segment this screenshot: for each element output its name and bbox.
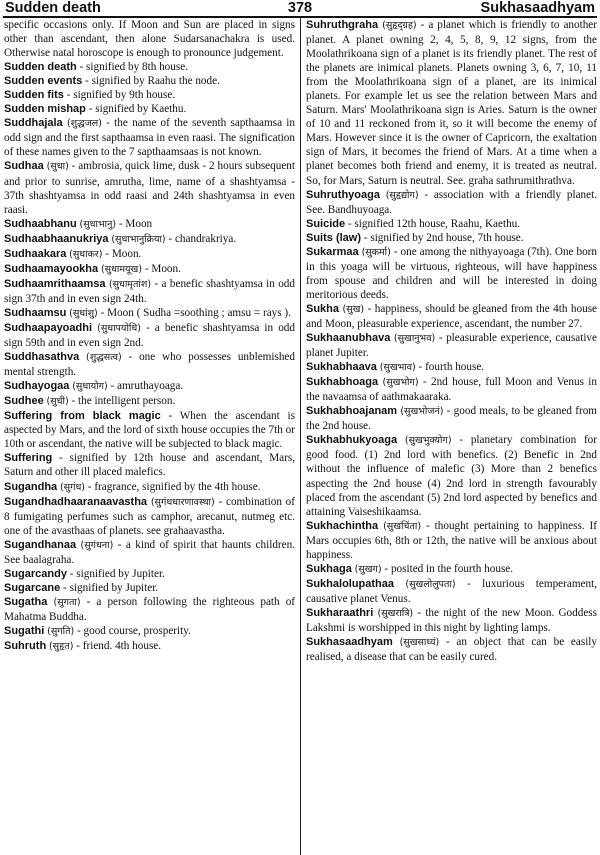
entry-term: Suffering <box>4 452 53 465</box>
entry-term: Sukhabhoaga <box>306 376 379 389</box>
entry-definition: - signified 12th house, Raahu, Kaethu. <box>345 217 521 230</box>
entry-term: Sugandhanaa <box>4 538 77 551</box>
entry-term: Suicide <box>306 217 346 230</box>
dictionary-entry <box>4 159 295 216</box>
entry-term: Suffering from black magic <box>4 410 161 423</box>
entry-definition: - planetary combination for good food. (1) 2nd lord with benefics. (2) Benefic in 2nd without the influence of malefic (3) More than 2 benefics aspecting the 2nd house (4) 2nd lord in strength favourably placed from the ascendant (5) 2nd lord aspected by benefics and attaining Vaiseshikaamsa. <box>306 434 597 518</box>
entry-term: Sudhaakara <box>4 247 67 260</box>
column-divider <box>300 18 301 855</box>
entry-term: Sudden mishap <box>4 103 86 116</box>
entry-term: Sugandha <box>4 480 58 493</box>
dictionary-entry <box>4 538 295 567</box>
dictionary-entry <box>306 331 597 360</box>
header-first-entry: Sudden death <box>5 0 101 16</box>
dictionary-entry <box>306 375 597 404</box>
entry-definition: - the intelligent person. <box>68 395 176 408</box>
dictionary-entry <box>306 217 597 231</box>
entry-devanagari: (सुहृद्योग) <box>385 189 419 201</box>
dictionary-entry <box>4 321 295 350</box>
dictionary-entry <box>306 404 597 433</box>
dictionary-entry <box>4 74 295 88</box>
left-column <box>4 18 295 855</box>
dictionary-entry <box>4 262 295 277</box>
entry-term: Sudhayogaa <box>4 380 70 393</box>
entry-definition: - signified by 8th house. <box>76 61 188 74</box>
entry-term: Suhruthyoaga <box>306 188 380 201</box>
entry-definition: - fourth house. <box>415 361 485 374</box>
page-header <box>3 0 597 16</box>
entry-definition: - Moon. <box>142 262 181 275</box>
dictionary-entry <box>306 231 597 245</box>
entry-term: Suhruthgraha <box>306 19 379 31</box>
dictionary-entry <box>4 217 295 232</box>
entry-term: Sugandhadhaaranaavastha <box>4 495 148 508</box>
entry-devanagari: (सुधाभानु) <box>79 218 117 230</box>
entry-devanagari: (सुखचिंता) <box>383 520 422 532</box>
entry-definition: - chandrakriya. <box>165 232 237 245</box>
dictionary-entry <box>306 188 597 217</box>
dictionary-entry <box>4 306 295 321</box>
entry-devanagari: (सुखरात्रि) <box>377 607 414 619</box>
entry-term: Sudden events <box>4 75 83 88</box>
entry-definition: - an object that can be easily realised, a disease that can be easily cured. <box>306 636 597 664</box>
entry-definition: - a planet which is friendly to another planet. A planet owning 2, 4, 5, 8, 9, 12 signs, from the Moolathrikoana sign of a planet is its friendly planet. The rest of the planets are inimical planets. Planets owning 3, 6, 7, 10, 11 from the Moolathrikoana sign of a planet, are its inimical planets. For example let us see the relation between Mars and Saturn. Mars' Moolathrikoana sign is Aries. Saturn is the owner of 10 and 11 reckoned from it, so it will become the enemy of Mars. However since it is the owner of Capricorn, the exaltation sign of Mars, it becomes the friend of Mars. At a time when a planet becomes both friend and enemy, it is treated as neutral. So, for Mars, Saturn is neutral. See. graha sathrumithrathva. <box>306 19 597 187</box>
entry-devanagari: (सुधाकर) <box>69 248 103 260</box>
entry-term: Sukhachintha <box>306 519 379 532</box>
dictionary-entry <box>4 18 295 60</box>
entry-definition: - happiness, should be gleaned from the 4th house and Moon, pleasurable experience, ascendant, the number 27. <box>306 302 597 330</box>
entry-definition: - ambrosia, quick lime, dusk - 2 hours subsequent and prior to sunrise, amrutha, lime, name of a shashtyamsa - 37th shashtyamsa in odd raasi and 24th shashtyamsa in even raasi. <box>4 160 295 216</box>
entry-definition: - 2nd house, full Moon and Venus in the navaamsa of aathmakaaraka. <box>306 376 597 404</box>
entry-definition: - posited in the fourth house. <box>381 562 514 575</box>
entry-term: Sukhabhoajanam <box>306 405 398 418</box>
header-last-entry: Sukhasaadhyam <box>480 0 595 16</box>
entry-term: Sudhaamayookha <box>4 262 99 275</box>
entry-definition: - a benefic shashtyamsa in odd sign 37th and in even sign 24th. <box>4 277 295 305</box>
entry-definition: - Moon ( Sudha =soothing ; amsu = rays ). <box>97 306 291 319</box>
entry-definition: - luxurious temperament, causative planet Venus. <box>306 577 597 605</box>
dictionary-entry <box>4 277 295 306</box>
entry-term: Sukhabhukyoaga <box>306 434 398 447</box>
dictionary-entry <box>306 360 597 375</box>
dictionary-entry <box>4 88 295 102</box>
entry-term: Sukhasaadhyam <box>306 636 393 649</box>
entry-definition: - Moon. <box>102 247 142 260</box>
entry-definition: - amruthayoaga. <box>107 380 184 393</box>
entry-definition: - association with a friendly planet. See. Bandhuyoaga. <box>306 188 597 216</box>
entry-devanagari: (सुखभोजनं) <box>400 406 444 418</box>
entry-definition: - friend. 4th house. <box>73 640 162 653</box>
entry-term: Sudhaabhanu <box>4 217 77 230</box>
entry-devanagari: (सुधाभानुक्रिया) <box>111 233 166 245</box>
dictionary-entry <box>4 495 295 538</box>
entry-devanagari: (सुधांशु) <box>69 307 98 319</box>
entry-definition: - good meals, to be gleaned from the 2nd house. <box>306 405 597 433</box>
entry-term: Sudhaamsu <box>4 306 67 319</box>
entry-term: Sukhaanubhava <box>306 332 391 345</box>
entry-term: Suddhajala <box>4 117 63 130</box>
entry-devanagari: (सुगंध) <box>59 481 85 493</box>
entry-devanagari: (सुखानुभव) <box>393 333 436 345</box>
entry-definition: - combination of 8 fumigating perfumes such as camphor, arecanut, nutmeg etc. one of the avasthaas of planets. see grahaavastha. <box>4 495 295 537</box>
entry-devanagari: (सुखभाव) <box>379 362 416 374</box>
entry-term: Sudden death <box>4 61 77 74</box>
dictionary-entry <box>4 102 295 116</box>
dictionary-entry <box>4 451 295 479</box>
dictionary-entry <box>4 350 295 379</box>
entry-devanagari: (सुख) <box>342 303 365 315</box>
entry-term: Sudhaapayoadhi <box>4 321 93 334</box>
entry-definition: - signified by Raahu the node. <box>82 75 220 88</box>
entry-devanagari: (सुधापयोधि) <box>97 322 141 334</box>
entry-term: Sudden fits <box>4 89 64 102</box>
dictionary-entry <box>306 577 597 606</box>
dictionary-entry <box>4 247 295 262</box>
entry-definition: specific occasions only. If Moon and Sun are placed in signs other than ascendant, then alone Sudarsanachakra is used. Otherwise natal horoscope is enough to pronounce judgement. <box>4 19 295 60</box>
page-number: 378 <box>287 0 313 16</box>
entry-definition: - thought pertaining to happiness. If Mars occupies 6th, 8th or 12th, the native will be anxious about happiness. <box>306 519 597 561</box>
entry-term: Suddhasathva <box>4 351 80 364</box>
entry-devanagari: (सुगति) <box>47 625 75 637</box>
entry-devanagari: (सुधामयूख) <box>100 263 143 275</box>
entry-term: Sudhaa <box>4 160 44 173</box>
entry-term: Sudhee <box>4 395 44 408</box>
dictionary-entry <box>306 562 597 577</box>
entry-definition: - a person following the righteous path of Mahatma Buddha. <box>4 595 295 623</box>
entry-devanagari: (सुखग) <box>354 563 382 575</box>
entry-definition: - a benefic shashtyamsa in odd sign 59th and in even sign 2nd. <box>4 321 295 350</box>
dictionary-entry <box>4 567 295 581</box>
entry-devanagari: (सुखभोग) <box>382 377 419 389</box>
dictionary-entry <box>4 60 295 74</box>
entry-term: Sugatha <box>4 595 48 608</box>
dictionary-entry <box>4 480 295 495</box>
dictionary-entry <box>4 409 295 451</box>
entry-devanagari: (सुगता) <box>53 596 81 608</box>
entry-term: Suhruth <box>4 640 47 653</box>
entry-devanagari: (सुधी) <box>46 396 69 408</box>
dictionary-entry <box>306 433 597 518</box>
entry-devanagari: (सुधायोग) <box>72 381 108 393</box>
entry-devanagari: (सुखलोलुपता) <box>405 578 456 590</box>
entry-term: Sukha <box>306 302 340 315</box>
entry-devanagari: (सुधा) <box>46 161 69 173</box>
dictionary-entry <box>4 394 295 409</box>
entry-definition: - signified by Kaethu. <box>85 103 187 116</box>
dictionary-entry <box>306 606 597 635</box>
entry-term: Sukarmaa <box>306 245 359 258</box>
entry-devanagari: (सुखभुक्योग) <box>404 435 452 447</box>
entry-devanagari: (सुहृद्ग्रह) <box>382 20 417 31</box>
entry-term: Suits (law) <box>306 231 362 244</box>
dictionary-entry <box>4 581 295 595</box>
entry-devanagari: (सुगंधधारणावस्था) <box>150 496 215 508</box>
entry-devanagari: (सुहृत) <box>48 641 74 653</box>
dictionary-entry <box>306 18 597 188</box>
entry-definition: - the night of the new Moon. Goddess Lakshmi is worshipped in this night by lighting lamps. <box>306 606 597 634</box>
dictionary-entry <box>306 302 597 331</box>
entry-definition: - signified by 9th house. <box>63 89 176 102</box>
entry-devanagari: (सुकर्मा) <box>361 246 391 258</box>
entry-devanagari: (सुगंधना) <box>80 539 114 551</box>
entry-definition: - Moon <box>116 217 153 230</box>
dictionary-entry <box>306 245 597 302</box>
dictionary-entry <box>4 232 295 247</box>
entry-definition: - the name of the seventh sapthaamsa in odd sign and the first sapthaamsa in even raasi. The signification of these names given to the 7 sapthaamsaas is not known. <box>4 117 295 159</box>
entry-definition: - one among the nithyayoaga (7th). One born in this yoaga will be virtuous, righteous, will have happiness from spouse and children and will be interested in doing meritorious deeds. <box>306 245 597 301</box>
right-column <box>306 18 597 855</box>
entry-term: Sukharaathri <box>306 606 374 619</box>
entry-term: Sugathi <box>4 624 45 637</box>
entry-devanagari: (शुद्धसत्व) <box>86 352 122 364</box>
entry-term: Sukhalolupathaa <box>306 577 395 590</box>
entry-definition: - signified by 12th house and ascendant, Mars, Saturn and other ill placed malefics. <box>4 452 295 479</box>
entry-term: Sukhaga <box>306 562 352 575</box>
entry-definition: - fragrance, signified by the 4th house. <box>85 480 261 493</box>
dictionary-entry <box>4 624 295 639</box>
entry-definition: - signified by 2nd house, 7th house. <box>361 231 524 244</box>
dictionary-entry <box>306 519 597 562</box>
dictionary-entry <box>4 379 295 394</box>
entry-definition: - pleasurable experience, causative planet Jupiter. <box>306 332 597 360</box>
entry-definition: - When the ascendant is aspected by Mars, and the lord of sixth house occupies the 7th or 10th or ascendant, the native will be subjected to black magic. <box>4 410 295 451</box>
entry-definition: - good course, prosperity. <box>74 624 191 637</box>
dictionary-entry <box>4 595 295 624</box>
entry-term: Sudhaabhaanukriya <box>4 232 109 245</box>
entry-definition: - one who possesses unblemished mental strength. <box>4 351 295 379</box>
dictionary-entry <box>306 635 597 664</box>
dictionary-entry <box>4 639 295 654</box>
entry-definition: - a kind of spirit that haunts children. See baalagraha. <box>4 538 295 566</box>
entry-devanagari: (सुखसाध्यं) <box>399 637 440 649</box>
entry-term: Sugarcandy <box>4 567 67 580</box>
entry-term: Sukhabhaava <box>306 361 377 374</box>
dictionary-entry <box>4 116 295 159</box>
entry-definition: - signified by Jupiter. <box>66 567 165 580</box>
entry-term: Sugarcane <box>4 581 61 594</box>
entry-definition: - signified by Jupiter. <box>60 581 159 594</box>
entry-devanagari: (शुद्धजल) <box>66 118 102 130</box>
entry-devanagari: (सुधामृतांश) <box>108 278 152 290</box>
entry-term: Sudhaamrithaamsa <box>4 277 106 290</box>
